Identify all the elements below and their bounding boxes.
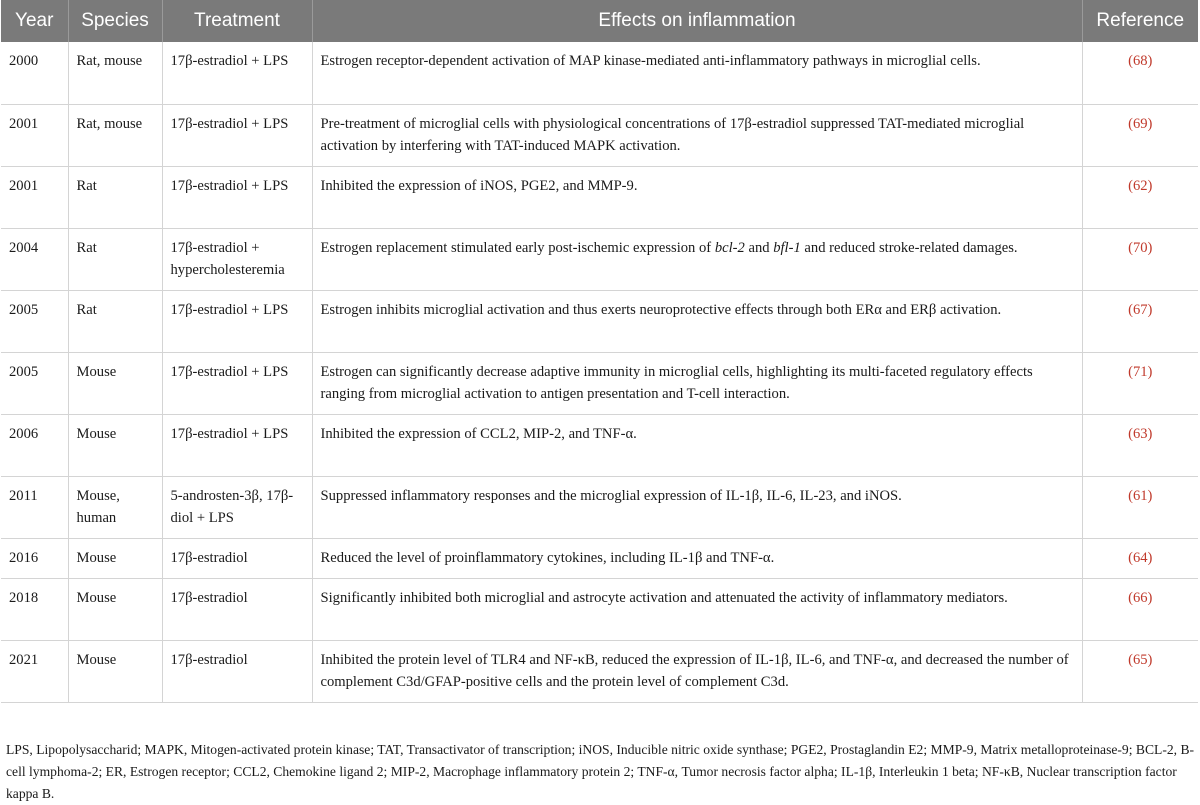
cell-species: Rat bbox=[68, 166, 162, 228]
cell-year: 2021 bbox=[1, 640, 68, 702]
cell-treatment: 17β-estradiol + LPS bbox=[162, 104, 312, 166]
table-row bbox=[1, 476, 1198, 538]
table-body bbox=[1, 42, 1198, 702]
cell-species: Mouse bbox=[68, 414, 162, 476]
table-row bbox=[1, 42, 1198, 104]
cell-treatment: 17β-estradiol + LPS bbox=[162, 352, 312, 414]
cell-species: Rat, mouse bbox=[68, 42, 162, 104]
reference-link[interactable]: (69) bbox=[1082, 104, 1198, 166]
cell-treatment: 17β-estradiol + hypercholesteremia bbox=[162, 228, 312, 290]
cell-effect: Pre-treatment of microglial cells with physiological concentrations of 17β-estradiol suppressed TAT-mediated microglial activation by interfering with TAT-induced MAPK activation. bbox=[312, 104, 1082, 166]
cell-treatment: 17β-estradiol + LPS bbox=[162, 414, 312, 476]
cell-effect: Reduced the level of proinflammatory cytokines, including IL-1β and TNF-α. bbox=[312, 538, 1082, 578]
table-row bbox=[1, 104, 1198, 166]
cell-year: 2011 bbox=[1, 476, 68, 538]
cell-species: Mouse bbox=[68, 640, 162, 702]
header-year: Year bbox=[1, 0, 68, 42]
cell-effect: Inhibited the protein level of TLR4 and NF-κB, reduced the expression of IL-1β, IL-6, and TNF-α, and decreased the number of complement C3d/GFAP-positive cells and the protein level of complement C3d. bbox=[312, 640, 1082, 702]
table-row bbox=[1, 640, 1198, 702]
reference-link[interactable]: (65) bbox=[1082, 640, 1198, 702]
cell-treatment: 17β-estradiol bbox=[162, 578, 312, 640]
header-species: Species bbox=[68, 0, 162, 42]
cell-year: 2018 bbox=[1, 578, 68, 640]
cell-effect: Estrogen receptor-dependent activation of MAP kinase-mediated anti-inflammatory pathways in microglial cells. bbox=[312, 42, 1082, 104]
reference-link[interactable]: (62) bbox=[1082, 166, 1198, 228]
cell-year: 2000 bbox=[1, 42, 68, 104]
reference-link[interactable]: (66) bbox=[1082, 578, 1198, 640]
table-row bbox=[1, 352, 1198, 414]
header-reference: Reference bbox=[1082, 0, 1198, 42]
cell-treatment: 17β-estradiol + LPS bbox=[162, 42, 312, 104]
cell-treatment: 17β-estradiol bbox=[162, 640, 312, 702]
cell-effect: Estrogen can significantly decrease adaptive immunity in microglial cells, highlighting its multi-faceted regulatory effects ranging from microglial activation to antigen presentation and T-cell interaction. bbox=[312, 352, 1082, 414]
table-row bbox=[1, 166, 1198, 228]
inflammation-table bbox=[1, 0, 1198, 703]
cell-year: 2006 bbox=[1, 414, 68, 476]
cell-effect: Inhibited the expression of iNOS, PGE2, and MMP-9. bbox=[312, 166, 1082, 228]
cell-treatment: 17β-estradiol + LPS bbox=[162, 166, 312, 228]
table-footnote: LPS, Lipopolysaccharid; MAPK, Mitogen-activated protein kinase; TAT, Transactivator of transcription; iNOS, Inducible nitric oxide synthase; PGE2, Prostaglandin E2; MMP-9, Matrix metalloproteinase-9; BCL-2, B-cell lymphoma-2; ER, Estrogen receptor; CCL2, Chemokine ligand 2; MIP-2, Macrophage inflammatory protein 2; TNF-α, Tumor necrosis factor alpha; IL-1β, Interleukin 1 beta; NF-κB, Nuclear transcription factor kappa B. bbox=[6, 742, 1195, 801]
cell-species: Mouse bbox=[68, 578, 162, 640]
cell-year: 2005 bbox=[1, 290, 68, 352]
cell-species: Mouse bbox=[68, 538, 162, 578]
cell-treatment: 17β-estradiol bbox=[162, 538, 312, 578]
table-row bbox=[1, 290, 1198, 352]
reference-link[interactable]: (71) bbox=[1082, 352, 1198, 414]
cell-year: 2001 bbox=[1, 104, 68, 166]
reference-link[interactable]: (64) bbox=[1082, 538, 1198, 578]
table-row bbox=[1, 578, 1198, 640]
cell-treatment: 5-androsten-3β, 17β-diol + LPS bbox=[162, 476, 312, 538]
header-treatment: Treatment bbox=[162, 0, 312, 42]
table-row bbox=[1, 228, 1198, 290]
cell-species: Mouse, human bbox=[68, 476, 162, 538]
cell-effect: Estrogen inhibits microglial activation and thus exerts neuroprotective effects through both ERα and ERβ activation. bbox=[312, 290, 1082, 352]
cell-effect: Significantly inhibited both microglial and astrocyte activation and attenuated the activity of inflammatory mediators. bbox=[312, 578, 1082, 640]
reference-link[interactable]: (61) bbox=[1082, 476, 1198, 538]
table-row bbox=[1, 538, 1198, 578]
cell-species: Mouse bbox=[68, 352, 162, 414]
cell-year: 2001 bbox=[1, 166, 68, 228]
cell-species: Rat, mouse bbox=[68, 104, 162, 166]
reference-link[interactable]: (70) bbox=[1082, 228, 1198, 290]
reference-link[interactable]: (63) bbox=[1082, 414, 1198, 476]
cell-treatment: 17β-estradiol + LPS bbox=[162, 290, 312, 352]
cell-year: 2004 bbox=[1, 228, 68, 290]
reference-link[interactable]: (67) bbox=[1082, 290, 1198, 352]
cell-year: 2016 bbox=[1, 538, 68, 578]
cell-species: Rat bbox=[68, 290, 162, 352]
cell-effect: Inhibited the expression of CCL2, MIP-2, and TNF-α. bbox=[312, 414, 1082, 476]
cell-species: Rat bbox=[68, 228, 162, 290]
header-effects: Effects on inflammation bbox=[312, 0, 1082, 42]
cell-effect: Suppressed inflammatory responses and the microglial expression of IL-1β, IL-6, IL-23, and iNOS. bbox=[312, 476, 1082, 538]
cell-year: 2005 bbox=[1, 352, 68, 414]
cell-effect: Estrogen replacement stimulated early post-ischemic expression of bcl-2 and bfl-1 and reduced stroke-related damages. bbox=[312, 228, 1082, 290]
table-row bbox=[1, 414, 1198, 476]
reference-link[interactable]: (68) bbox=[1082, 42, 1198, 104]
table-header bbox=[1, 0, 1198, 42]
